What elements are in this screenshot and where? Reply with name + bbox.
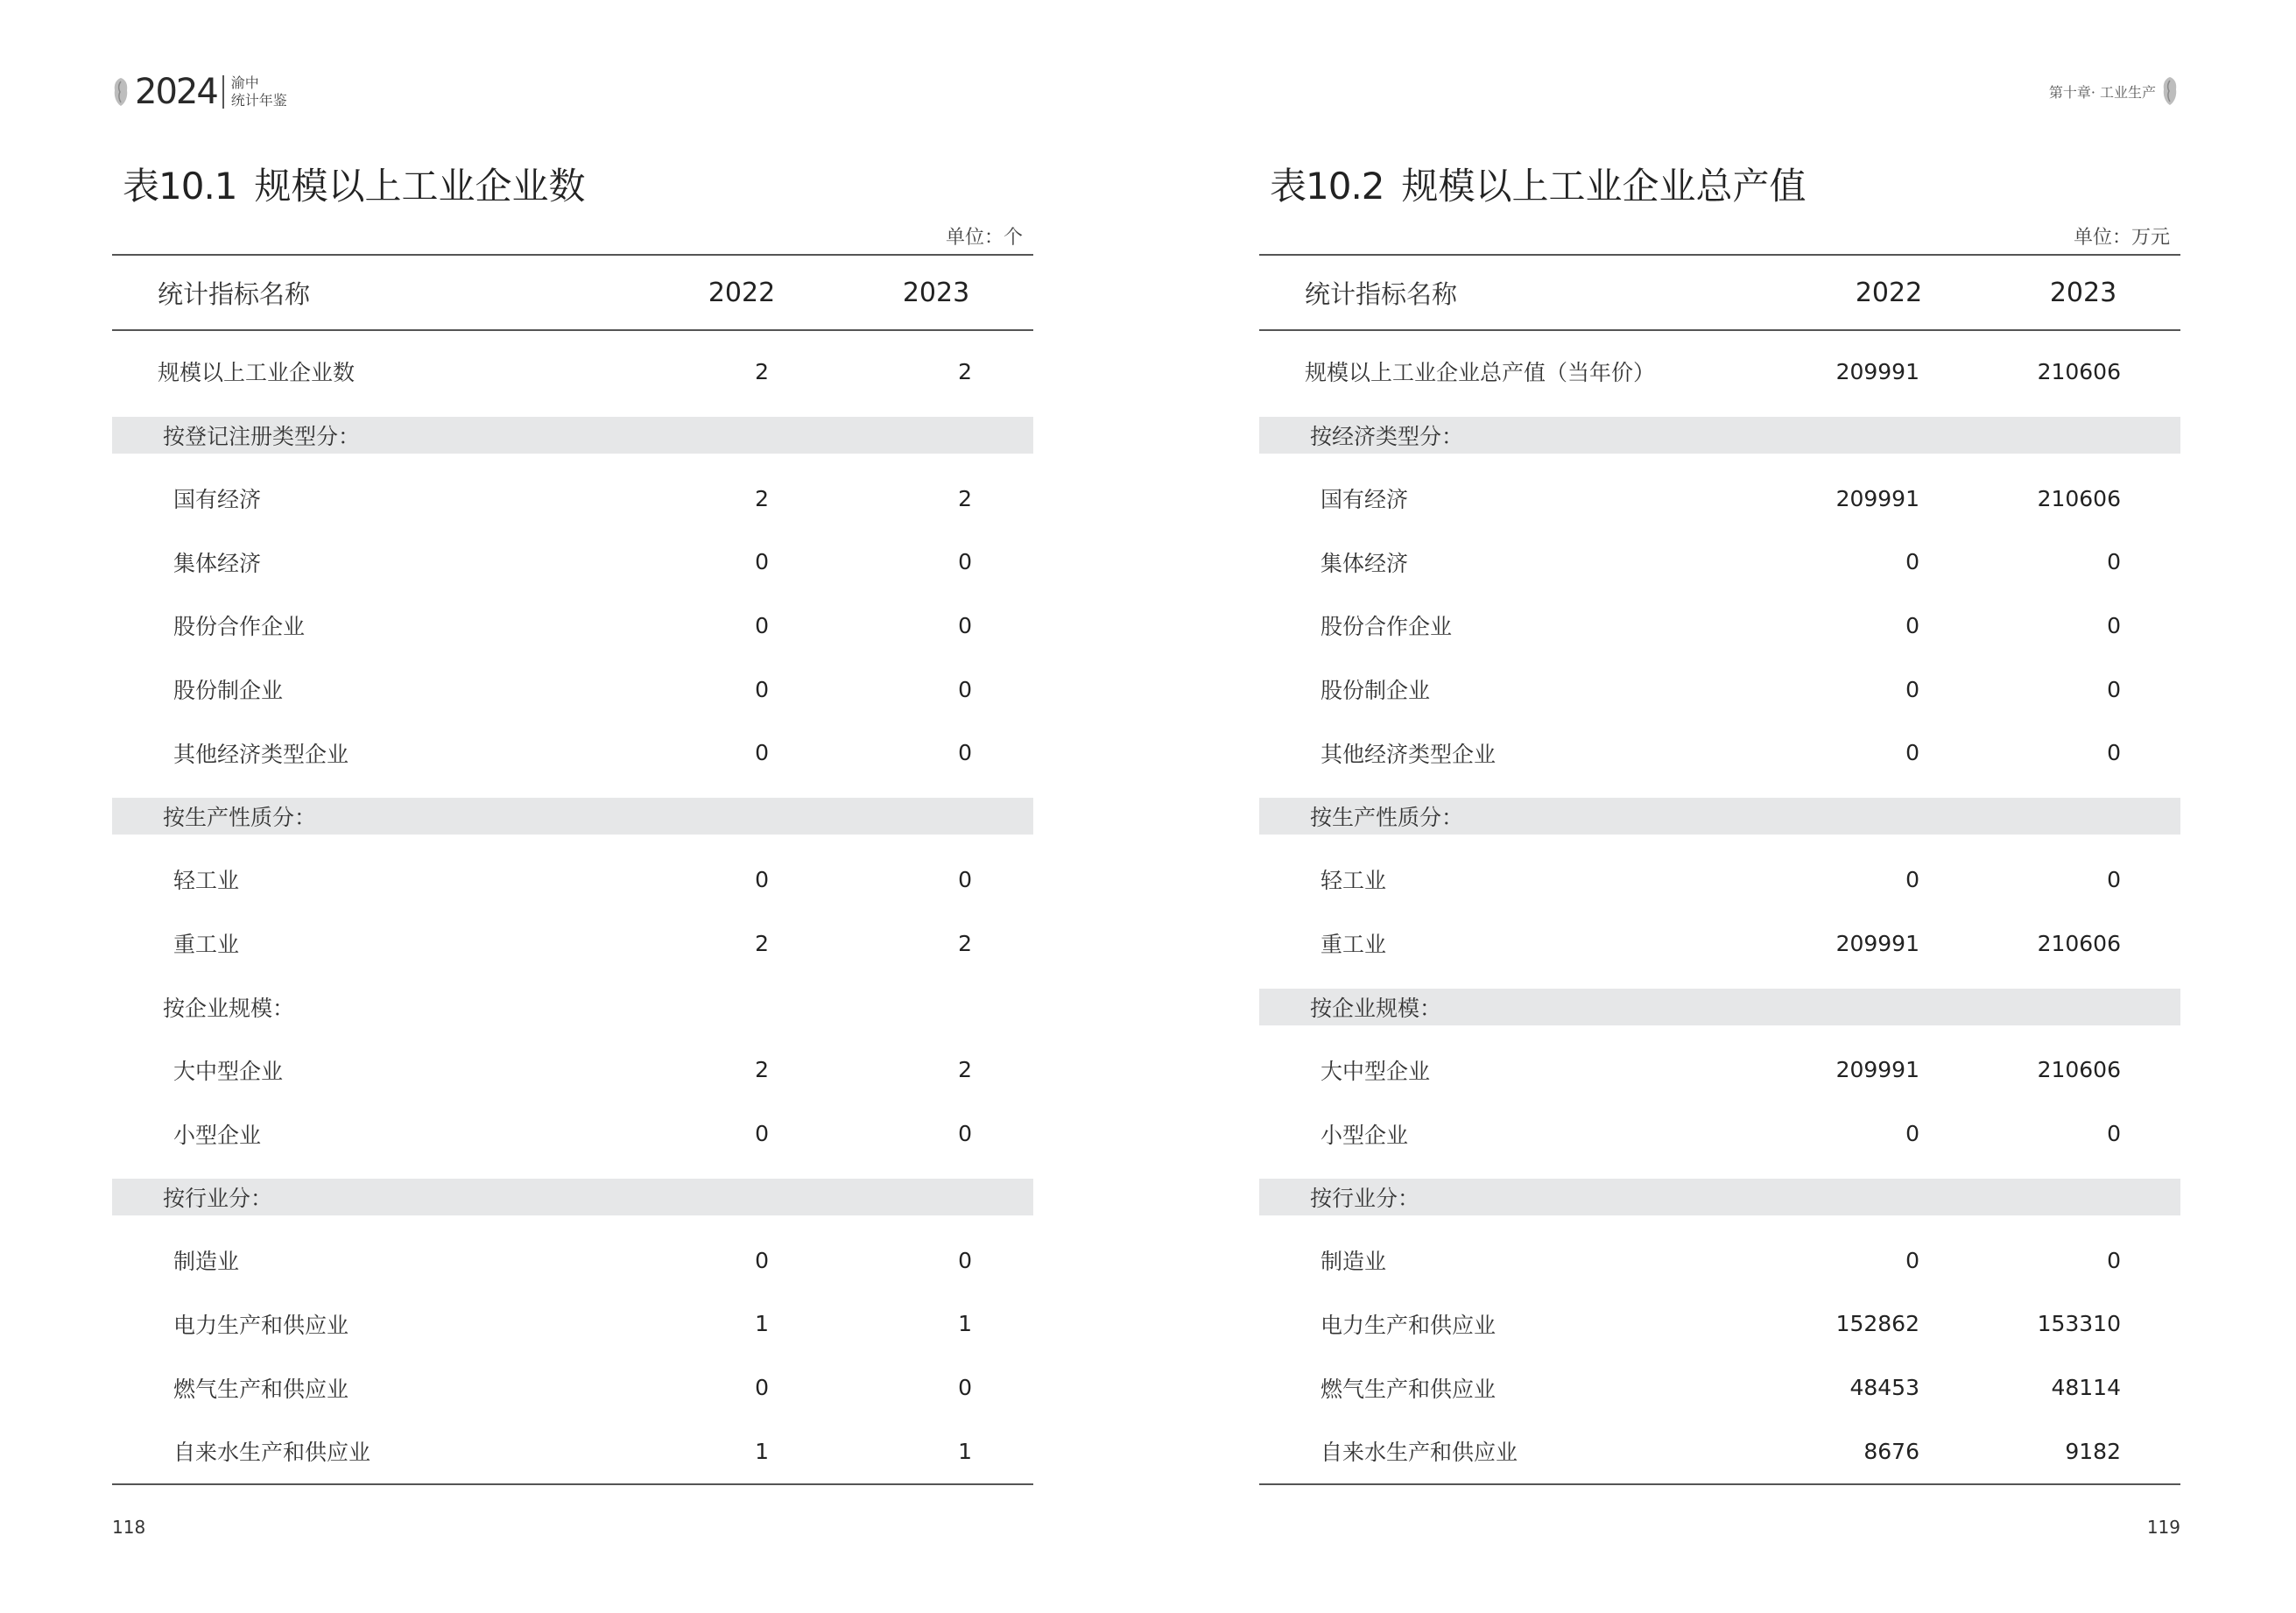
- value-2022: 0: [1905, 612, 1919, 638]
- value-2023: 0: [958, 1247, 972, 1273]
- table-row: [1259, 912, 2180, 976]
- value-2022: 2: [755, 358, 769, 384]
- table-body: [112, 331, 1033, 1483]
- table-row: [1259, 1293, 2180, 1356]
- value-2023: 0: [2107, 1121, 2121, 1147]
- table-title-text: 规模以上工业企业数: [254, 165, 586, 208]
- table-row: [112, 1293, 1033, 1356]
- row-label: 重工业: [173, 932, 240, 958]
- row-label: 制造业: [1321, 1249, 1387, 1275]
- value-2023: 210606: [2037, 358, 2121, 384]
- row-label: 股份合作企业: [173, 614, 306, 640]
- category-label: 按登记注册类型分：: [163, 423, 361, 449]
- row-label: 股份制企业: [173, 678, 284, 704]
- row-label: 股份制企业: [1321, 678, 1431, 704]
- row-label: 电力生产和供应业: [1321, 1312, 1497, 1338]
- column-header-2022: 2022: [708, 277, 776, 308]
- value-2022: 1: [755, 1438, 769, 1464]
- table-title: [123, 158, 586, 210]
- table-number: 表10.1: [123, 165, 237, 208]
- value-2023: 0: [2107, 740, 2121, 766]
- yearbook-year: 2024: [135, 72, 217, 112]
- table-row: [112, 721, 1033, 785]
- value-2022: 0: [755, 549, 769, 575]
- table-row: [112, 1229, 1033, 1293]
- value-2022: 0: [755, 866, 769, 892]
- row-label: 制造业: [173, 1249, 240, 1275]
- column-header-2023: 2023: [902, 277, 970, 308]
- table-title: [1270, 158, 1807, 210]
- value-2022: 2: [755, 930, 769, 956]
- table-row: [112, 912, 1033, 976]
- unit-label: 单位：万元: [2073, 227, 2170, 249]
- value-2022: 1: [755, 1311, 769, 1337]
- value-2022: 0: [755, 1375, 769, 1401]
- row-label: 轻工业: [173, 868, 240, 894]
- table-row: [1259, 530, 2180, 594]
- value-2022: 209991: [1835, 358, 1919, 384]
- data-table: [112, 254, 1033, 1485]
- value-2022: 0: [1905, 866, 1919, 892]
- value-2023: 0: [958, 1121, 972, 1147]
- row-label: 重工业: [1321, 932, 1387, 958]
- row-label: 小型企业: [1321, 1122, 1409, 1148]
- table-row: [112, 467, 1033, 531]
- value-2022: 48453: [1849, 1375, 1919, 1401]
- category-label: 按行业分：: [1310, 1185, 1420, 1211]
- category-label: 按企业规模：: [1310, 995, 1442, 1021]
- row-label: 其他经济类型企业: [173, 741, 349, 767]
- table-row: [112, 658, 1033, 722]
- row-label: 集体经济: [173, 550, 262, 576]
- value-2022: 2: [755, 1057, 769, 1083]
- value-2022: 2: [755, 485, 769, 511]
- row-label: 自来水生产和供应业: [1321, 1440, 1518, 1466]
- value-2023: 0: [2107, 866, 2121, 892]
- category-row: [1259, 417, 2180, 454]
- row-label: 燃气生产和供应业: [1321, 1376, 1497, 1402]
- value-2022: 209991: [1835, 485, 1919, 511]
- category-row: [112, 1179, 1033, 1215]
- column-header-name: 统计指标名称: [158, 278, 311, 309]
- category-row: [1259, 798, 2180, 835]
- category-label: 按生产性质分：: [1310, 805, 1464, 831]
- value-2022: 0: [755, 1121, 769, 1147]
- table-row: [112, 594, 1033, 658]
- row-label: 国有经济: [1321, 487, 1409, 513]
- row-label: 股份合作企业: [1321, 614, 1453, 640]
- category-row: [112, 989, 1033, 1025]
- row-label: 其他经济类型企业: [1321, 741, 1497, 767]
- category-row: [112, 798, 1033, 835]
- column-header-2023: 2023: [2049, 277, 2117, 308]
- row-label: 大中型企业: [173, 1058, 284, 1084]
- value-2022: 209991: [1835, 930, 1919, 956]
- value-2023: 0: [958, 676, 972, 702]
- value-2022: 0: [755, 676, 769, 702]
- table-row: [1259, 467, 2180, 531]
- value-2023: 210606: [2037, 485, 2121, 511]
- table-row: [1259, 594, 2180, 658]
- value-2022: 0: [1905, 1247, 1919, 1273]
- table-row: [112, 1419, 1033, 1483]
- table-row: [1259, 721, 2180, 785]
- table-row: [1259, 1229, 2180, 1293]
- row-label: 规模以上工业企业总产值（当年价）: [1305, 360, 1656, 386]
- page-number: 118: [112, 1517, 146, 1538]
- value-2023: 9182: [2065, 1438, 2121, 1464]
- table-row: [1259, 1419, 2180, 1483]
- value-2023: 0: [958, 612, 972, 638]
- chapter-logo-icon: [2161, 75, 2179, 107]
- category-row: [1259, 989, 2180, 1025]
- value-2023: 0: [2107, 549, 2121, 575]
- page-number: 119: [2146, 1517, 2180, 1538]
- row-label: 集体经济: [1321, 550, 1409, 576]
- yearbook-name-line2: 统计年鉴: [230, 92, 287, 109]
- yearbook-name: [231, 74, 287, 109]
- category-label: 按经济类型分：: [1310, 423, 1464, 449]
- table-row: [112, 530, 1033, 594]
- table-row: [1259, 848, 2180, 912]
- data-table: [1259, 254, 2180, 1485]
- value-2022: 0: [755, 612, 769, 638]
- table-row: [112, 848, 1033, 912]
- value-2022: 0: [1905, 1121, 1919, 1147]
- table-row: [1259, 658, 2180, 722]
- yearbook-header: [112, 70, 287, 114]
- category-label: 按企业规模：: [163, 995, 295, 1021]
- value-2023: 0: [2107, 676, 2121, 702]
- table-title-text: 规模以上工业企业总产值: [1401, 165, 1807, 208]
- table-row: [1259, 340, 2180, 404]
- value-2022: 0: [1905, 740, 1919, 766]
- chapter-header: [2049, 74, 2184, 109]
- value-2023: 2: [958, 1057, 972, 1083]
- value-2023: 210606: [2037, 1057, 2121, 1083]
- unit-label: 单位：个: [945, 227, 1023, 249]
- table-row: [1259, 1039, 2180, 1102]
- row-label: 规模以上工业企业数: [158, 360, 356, 386]
- row-label: 大中型企业: [1321, 1058, 1431, 1084]
- value-2023: 0: [958, 1375, 972, 1401]
- value-2023: 1: [958, 1311, 972, 1337]
- row-label: 国有经济: [173, 487, 262, 513]
- value-2022: 0: [755, 1247, 769, 1273]
- column-header-2022: 2022: [1855, 277, 1923, 308]
- category-row: [1259, 1179, 2180, 1215]
- category-label: 按行业分：: [163, 1185, 273, 1211]
- chapter-title: 第十章· 工业生产: [2048, 83, 2156, 101]
- yearbook-name-line1: 渝中: [230, 74, 259, 91]
- value-2023: 0: [958, 549, 972, 575]
- value-2022: 0: [1905, 549, 1919, 575]
- row-label: 燃气生产和供应业: [173, 1376, 349, 1402]
- value-2023: 1: [958, 1438, 972, 1464]
- value-2022: 8676: [1863, 1438, 1919, 1464]
- table-row: [112, 1356, 1033, 1419]
- value-2023: 0: [2107, 612, 2121, 638]
- value-2023: 210606: [2037, 930, 2121, 956]
- table-row: [1259, 1102, 2180, 1166]
- value-2023: 2: [958, 358, 972, 384]
- table-body: [1259, 331, 2180, 1483]
- row-label: 轻工业: [1321, 868, 1387, 894]
- value-2022: 0: [755, 740, 769, 766]
- table-row: [112, 1102, 1033, 1166]
- column-header-name: 统计指标名称: [1305, 278, 1458, 309]
- row-label: 电力生产和供应业: [173, 1312, 349, 1338]
- table-row: [1259, 1356, 2180, 1419]
- row-label: 小型企业: [173, 1122, 262, 1148]
- table-row: [112, 340, 1033, 404]
- table-header: [112, 256, 1033, 331]
- value-2022: 209991: [1835, 1057, 1919, 1083]
- category-row: [112, 417, 1033, 454]
- category-label: 按生产性质分：: [163, 805, 317, 831]
- value-2023: 153310: [2037, 1311, 2121, 1337]
- table-row: [112, 1039, 1033, 1102]
- value-2023: 0: [958, 866, 972, 892]
- table-number: 表10.2: [1270, 165, 1384, 208]
- value-2023: 0: [2107, 1247, 2121, 1273]
- value-2022: 152862: [1835, 1311, 1919, 1337]
- value-2023: 2: [958, 930, 972, 956]
- row-label: 自来水生产和供应业: [173, 1440, 371, 1466]
- table-header: [1259, 256, 2180, 331]
- value-2023: 48114: [2051, 1375, 2121, 1401]
- header-divider: [222, 75, 224, 109]
- value-2023: 0: [958, 740, 972, 766]
- value-2023: 2: [958, 485, 972, 511]
- value-2022: 0: [1905, 676, 1919, 702]
- yearbook-logo-icon: [112, 76, 130, 108]
